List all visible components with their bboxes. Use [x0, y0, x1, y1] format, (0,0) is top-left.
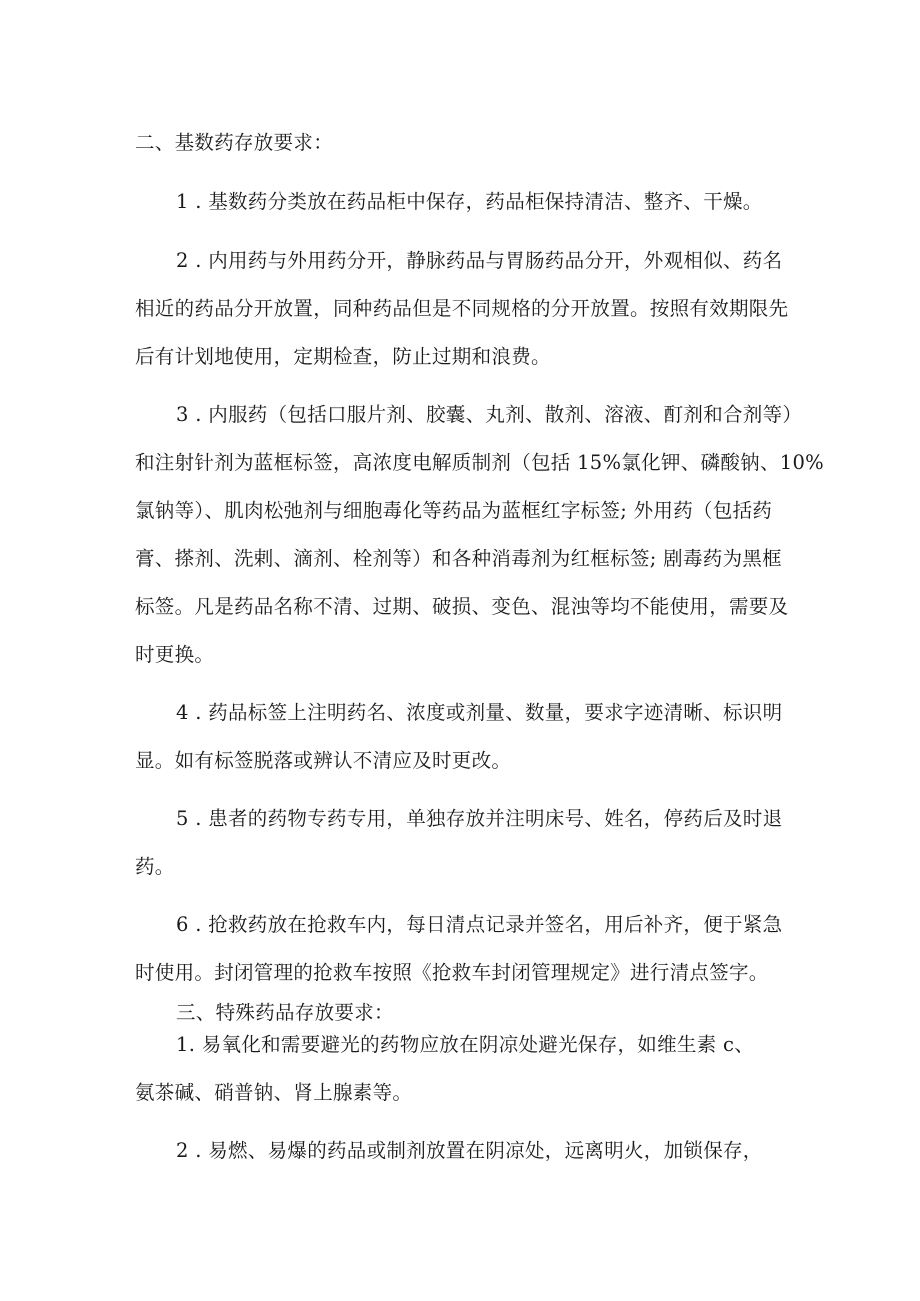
paragraph-line: 时使用。封闭管理的抢救车按照《抢救车封闭管理规定》进行清点签字。 — [135, 961, 769, 984]
paragraph-line: 后有计划地使用，定期检查，防止过期和浪费。 — [135, 345, 551, 368]
paragraph-line: 氨茶碱、硝普钠、肾上腺素等。 — [135, 1081, 413, 1104]
paragraph-line: 5 . 患者的药物专药专用，单独存放并注明床号、姓名，停药后及时退 — [176, 807, 783, 830]
paragraph-line: 药。 — [135, 855, 175, 878]
paragraph-line: 氯钠等）、肌肉松弛剂与细胞毒化等药品为蓝框红字标签; 外用药（包括药 — [135, 499, 773, 522]
paragraph-line: 标签。凡是药品名称不清、过期、破损、变色、混浊等均不能使用，需要及 — [135, 595, 789, 618]
paragraph-line: 3 . 内服药（包括口服片剂、胶囊、丸剂、散剂、溶液、酊剂和合剂等） — [176, 403, 803, 426]
paragraph-line: 时更换。 — [135, 643, 215, 666]
paragraph-line: 和注射针剂为蓝框标签，高浓度电解质制剂（包括 15%氯化钾、磷酸钠、10% — [135, 451, 824, 474]
section-heading-basic-drugs: 二、基数药存放要求： — [135, 131, 334, 154]
paragraph-line: 4 . 药品标签上注明药名、浓度或剂量、数量，要求字迹清晰、标识明 — [176, 701, 783, 724]
paragraph-line: 2 . 易燃、易爆的药品或制剂放置在阴凉处，远离明火，加锁保存， — [176, 1139, 763, 1162]
paragraph-line: 膏、搽剂、洗剌、滴剂、栓剂等）和各种消毒剂为红框标签; 剧毒药为黑框 — [135, 547, 782, 570]
paragraph-line: 相近的药品分开放置，同种药品但是不同规格的分开放置。按照有效期限先 — [135, 297, 789, 320]
paragraph-line: 1. 易氧化和需要避光的药物应放在阴凉处避光保存，如维生素 c、 — [176, 1033, 755, 1056]
paragraph-line: 显。如有标签脱落或辨认不清应及时更改。 — [135, 749, 512, 772]
paragraph-line: 6 . 抢救药放在抢救车内，每日清点记录并签名，用后补齐，便于紧急 — [176, 913, 783, 936]
paragraph-line: 2 . 内用药与外用药分开，静脉药品与胃肠药品分开，外观相似、药名 — [176, 249, 783, 272]
paragraph-line: 1 . 基数药分类放在药品柜中保存，药品柜保持清洁、整齐、干燥。 — [176, 190, 763, 213]
section-heading-special-drugs: 三、特殊药品存放要求： — [176, 1001, 394, 1024]
